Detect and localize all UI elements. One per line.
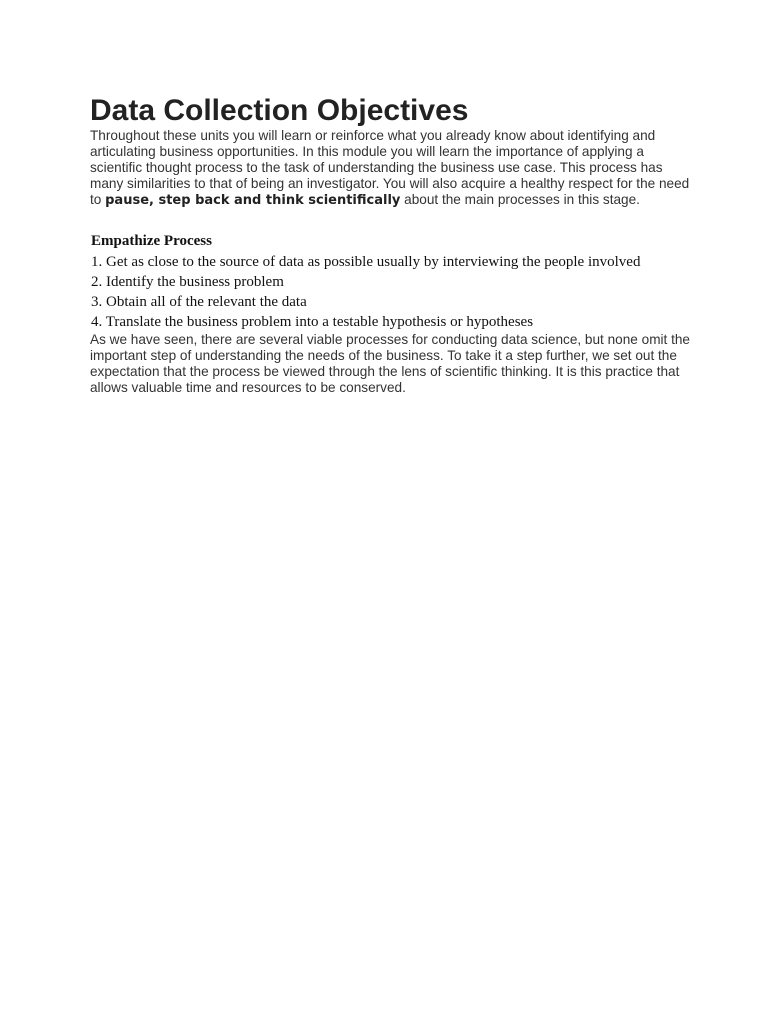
page-title: Data Collection Objectives <box>90 94 469 127</box>
process-step-3: 3. Obtain all of the relevant the data <box>91 294 307 310</box>
intro-paragraph <box>90 128 690 209</box>
document-page <box>90 94 690 396</box>
intro-text-after: about the main processes in this stage. <box>400 192 640 207</box>
process-step-2: 2. Identify the business problem <box>91 274 284 290</box>
intro-emphasis: pause, step back and think scientifically <box>105 193 401 208</box>
process-steps-list <box>90 252 690 332</box>
intro-text-before: Throughout these units you will learn or reinforce what you already know about identifying and articulating business opportunities. In this module you will learn the importance of applying a scientific thought process to the task of understanding the business use case. This process has many similarities to that of being an investigator. You will also acquire a healthy respect for the need to <box>90 128 690 207</box>
section-heading: Empathize Process <box>91 233 212 249</box>
process-step-4: 4. Translate the business problem into a testable hypothesis or hypotheses <box>91 314 534 330</box>
closing-paragraph: As we have seen, there are several viable processes for conducting data science, but none omit the important step of understanding the needs of the business. To take it a step further, we set out the expectation that the process be viewed through the lens of scientific thinking. It is this practice that allows valuable time and resources to be conserved. <box>90 332 690 395</box>
process-step-1: 1. Get as close to the source of data as possible usually by interviewing the people involved <box>91 254 641 270</box>
